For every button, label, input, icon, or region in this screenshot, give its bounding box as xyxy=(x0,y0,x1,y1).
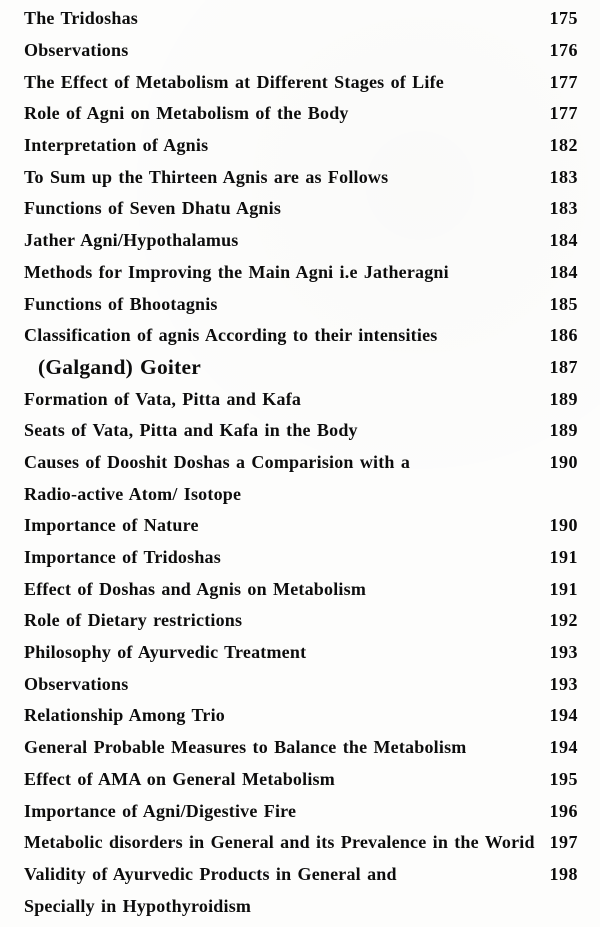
toc-entry-title: The Effect of Metabolism at Different Stages of Life xyxy=(24,71,444,92)
toc-entry-title: Causes of Dooshit Doshas a Comparision with a xyxy=(24,451,411,472)
toc-entry-title: Effect of Doshas and Agnis on Metabolism xyxy=(24,578,367,599)
toc-entry-page-number: 184 xyxy=(549,261,578,282)
toc-entry-title: General Probable Measures to Balance the Metabolism xyxy=(24,737,467,758)
toc-entry-page-number: 186 xyxy=(549,325,578,346)
toc-entry-title: Importance of Nature xyxy=(24,515,199,536)
toc-entry-page-number: 184 xyxy=(549,230,578,251)
toc-row xyxy=(0,859,600,891)
toc-row xyxy=(0,257,600,289)
toc-entry-title: Importance of Tridoshas xyxy=(24,547,221,568)
toc-entry-page-number: 190 xyxy=(549,515,578,536)
toc-entry-title: The Tridoshas xyxy=(24,8,138,29)
toc-entry-page-number: 195 xyxy=(549,768,578,789)
toc-entry-page-number: 177 xyxy=(549,103,578,124)
toc-entry-page-number: 185 xyxy=(549,293,578,314)
toc-row xyxy=(0,542,600,574)
toc-entry-page-number: 190 xyxy=(549,451,578,472)
toc-row xyxy=(0,66,600,98)
toc-row xyxy=(0,415,600,447)
toc-entry-page-number: 196 xyxy=(549,800,578,821)
toc-entry-page-number: 191 xyxy=(549,578,578,599)
toc-entry-page-number: 183 xyxy=(549,198,578,219)
toc-entry-title: To Sum up the Thirteen Agnis are as Follows xyxy=(24,166,389,187)
toc-row xyxy=(0,795,600,827)
toc-entry-page-number: 189 xyxy=(549,420,578,441)
toc-entry-title: Role of Dietary restrictions xyxy=(24,610,243,631)
toc-entry-title: Metabolic disorders in General and its Prevalence in the Worid xyxy=(24,832,535,853)
toc-entry-page-number: 176 xyxy=(549,40,578,61)
toc-row xyxy=(0,225,600,257)
toc-row xyxy=(0,3,600,35)
toc-row xyxy=(0,510,600,542)
toc-row xyxy=(0,161,600,193)
toc-entry-title: Classification of agnis According to their intensities xyxy=(24,325,438,346)
toc-row xyxy=(0,352,600,384)
toc-entry-title: Functions of Seven Dhatu Agnis xyxy=(24,198,282,219)
toc-entry-title: Methods for Improving the Main Agni i.e Jatheragni xyxy=(24,261,449,282)
toc-entry-title: Formation of Vata, Pitta and Kafa xyxy=(24,388,302,409)
toc-entry-title: Functions of Bhootagnis xyxy=(24,293,218,314)
toc-entry-page-number: 197 xyxy=(549,832,578,853)
toc-entry-title: Seats of Vata, Pitta and Kafa in the Body xyxy=(24,420,358,441)
toc-entry-title: Effect of AMA on General Metabolism xyxy=(24,768,335,789)
toc-entry-title: Importance of Agni/Digestive Fire xyxy=(24,800,297,821)
toc-row xyxy=(0,478,600,510)
toc-row xyxy=(0,700,600,732)
toc-row xyxy=(0,193,600,225)
toc-row xyxy=(0,35,600,67)
toc-row xyxy=(0,573,600,605)
toc-row xyxy=(0,98,600,130)
toc-entry-page-number: 192 xyxy=(549,610,578,631)
toc-entry-title: Radio-active Atom/ Isotope xyxy=(24,483,242,504)
toc-row xyxy=(0,383,600,415)
toc-row xyxy=(0,130,600,162)
toc-entry-title: Philosophy of Ayurvedic Treatment xyxy=(24,642,307,663)
toc-entry-title: Observations xyxy=(24,673,129,694)
toc-row xyxy=(0,827,600,859)
toc-row xyxy=(0,320,600,352)
toc-entry-page-number: 189 xyxy=(549,388,578,409)
toc-entry-title: Role of Agni on Metabolism of the Body xyxy=(24,103,349,124)
toc-entry-page-number: 193 xyxy=(549,673,578,694)
toc-row xyxy=(0,288,600,320)
toc-entry-title: (Galgand) Goiter xyxy=(38,354,201,379)
toc-row xyxy=(0,447,600,479)
toc-entry-title: Validity of Ayurvedic Products in General and xyxy=(24,863,397,884)
toc-row xyxy=(0,668,600,700)
toc-entry-title: Interpretation of Agnis xyxy=(24,135,209,156)
toc-entry-page-number: 198 xyxy=(549,863,578,884)
toc-entry-page-number: 193 xyxy=(549,642,578,663)
toc-entry-title: Jather Agni/Hypothalamus xyxy=(24,230,239,251)
toc-entry-page-number: 182 xyxy=(549,135,578,156)
toc-row xyxy=(0,637,600,669)
toc-entry-title: Specially in Hypothyroidism xyxy=(24,895,252,916)
toc-entry-page-number: 183 xyxy=(549,166,578,187)
toc-entry-title: Observations xyxy=(24,40,129,61)
toc-entry-page-number: 194 xyxy=(549,705,578,726)
toc-entry-page-number: 191 xyxy=(549,547,578,568)
toc-row xyxy=(0,764,600,796)
toc-row xyxy=(0,605,600,637)
toc-entry-page-number: 175 xyxy=(549,8,578,29)
toc-list xyxy=(0,3,600,922)
toc-entry-page-number: 194 xyxy=(549,737,578,758)
toc-row xyxy=(0,890,600,922)
toc-entry-title: Relationship Among Trio xyxy=(24,705,225,726)
toc-row xyxy=(0,732,600,764)
toc-entry-page-number: 187 xyxy=(549,356,578,377)
toc-entry-page-number: 177 xyxy=(549,71,578,92)
